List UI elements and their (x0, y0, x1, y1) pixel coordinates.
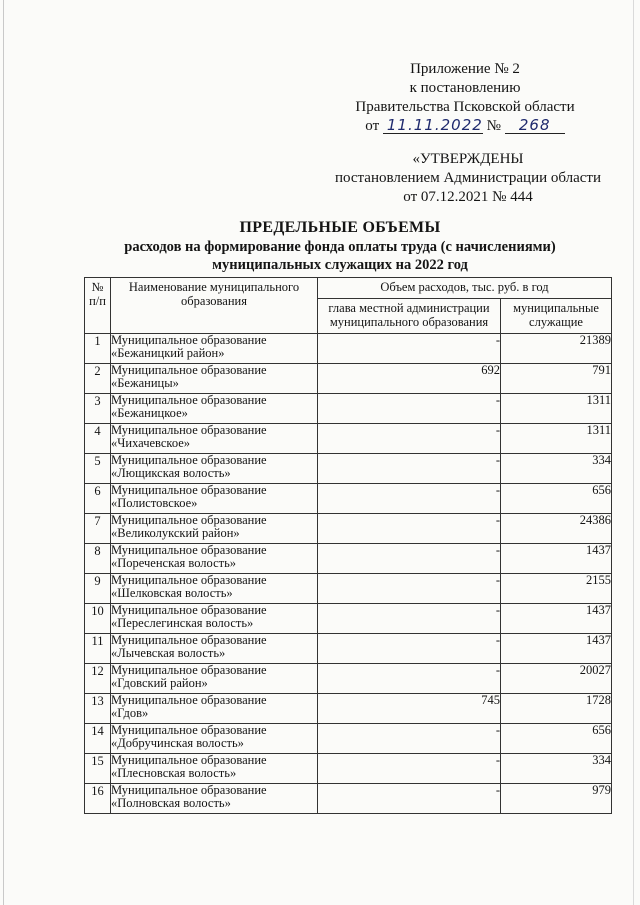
row-number: 12 (85, 664, 111, 694)
appendix-block (340, 60, 590, 136)
row-name (111, 334, 318, 364)
table-row (85, 754, 612, 784)
title-line-2: расходов на формирование фонда оплаты труда (с начислениями) (124, 239, 556, 255)
number-label: № (486, 118, 501, 134)
row-head-value: - (318, 604, 501, 634)
row-head-value: - (318, 574, 501, 604)
header-num: № п/п (85, 278, 111, 334)
approved-block (318, 150, 618, 207)
row-name-line-1: Муниципальное образование (111, 543, 267, 557)
row-name-line-2: «Полновская волость» (111, 796, 231, 810)
table-row (85, 604, 612, 634)
row-head-value: - (318, 394, 501, 424)
row-head-value: - (318, 424, 501, 454)
row-name (111, 544, 318, 574)
row-municipal-value: 979 (501, 784, 612, 814)
row-name (111, 394, 318, 424)
row-name-line-2: «Шелковская волость» (111, 586, 233, 600)
approved-line-2: постановлением Администрации области (334, 170, 602, 186)
row-municipal-value: 2155 (501, 574, 612, 604)
row-head-value: 692 (318, 364, 501, 394)
row-name-line-1: Муниципальное образование (111, 393, 267, 407)
table-row (85, 784, 612, 814)
row-municipal-value: 1728 (501, 694, 612, 724)
row-name (111, 634, 318, 664)
scan-edge-left (3, 0, 4, 905)
row-number: 13 (85, 694, 111, 724)
row-municipal-value: 656 (501, 724, 612, 754)
decree-date-line (340, 117, 590, 136)
row-name-line-2: «Бежаницы» (111, 376, 179, 390)
row-head-value: - (318, 484, 501, 514)
row-head-value: - (318, 634, 501, 664)
row-name-line-2: «Бежаницкий район» (111, 346, 225, 360)
row-name (111, 664, 318, 694)
row-name (111, 424, 318, 454)
header-head: глава местной администрации муниципального образования (318, 299, 501, 334)
row-municipal-value: 334 (501, 754, 612, 784)
appendix-title: Приложение № 2 (410, 61, 520, 77)
row-number: 6 (85, 484, 111, 514)
row-number: 9 (85, 574, 111, 604)
row-head-value: - (318, 784, 501, 814)
row-name-line-2: «Лычевская волость» (111, 646, 226, 660)
row-name-line-2: «Бежаницкое» (111, 406, 188, 420)
row-number: 10 (85, 604, 111, 634)
row-municipal-value: 1437 (501, 544, 612, 574)
row-name-line-1: Муниципальное образование (111, 423, 267, 437)
document-title (90, 218, 590, 274)
row-name-line-1: Муниципальное образование (111, 633, 267, 647)
row-name (111, 454, 318, 484)
row-name-line-1: Муниципальное образование (111, 573, 267, 587)
expenses-table (84, 277, 612, 814)
header-expenses: Объем расходов, тыс. руб. в год (318, 278, 612, 299)
table-row (85, 364, 612, 394)
row-name-line-1: Муниципальное образование (111, 483, 267, 497)
handwritten-date: 11.11.2022 (383, 117, 483, 134)
row-name-line-2: «Великолукский район» (111, 526, 240, 540)
header-municipal: муниципальные служащие (501, 299, 612, 334)
row-number: 2 (85, 364, 111, 394)
row-municipal-value: 1311 (501, 394, 612, 424)
row-name-line-1: Муниципальное образование (111, 363, 267, 377)
row-head-value: - (318, 334, 501, 364)
row-number: 16 (85, 784, 111, 814)
row-name-line-1: Муниципальное образование (111, 723, 267, 737)
row-head-value: - (318, 664, 501, 694)
header-name: Наименование муниципального образования (111, 278, 318, 334)
row-name-line-1: Муниципальное образование (111, 453, 267, 467)
row-name (111, 364, 318, 394)
table-row (85, 454, 612, 484)
row-name (111, 574, 318, 604)
table-row (85, 724, 612, 754)
from-label: от (365, 118, 380, 134)
row-head-value: - (318, 514, 501, 544)
table-row (85, 514, 612, 544)
row-municipal-value: 24386 (501, 514, 612, 544)
row-number: 11 (85, 634, 111, 664)
row-name-line-2: «Переслегинская волость» (111, 616, 254, 630)
row-name-line-2: «Добручинская волость» (111, 736, 244, 750)
row-name-line-1: Муниципальное образование (111, 663, 267, 677)
row-name-line-2: «Гдовский район» (111, 676, 208, 690)
approved-line-1: «УТВЕРЖДЕНЫ (412, 151, 524, 167)
table-row (85, 394, 612, 424)
row-municipal-value: 334 (501, 454, 612, 484)
row-number: 1 (85, 334, 111, 364)
row-municipal-value: 20027 (501, 664, 612, 694)
row-head-value: - (318, 754, 501, 784)
row-municipal-value: 1437 (501, 634, 612, 664)
table-row (85, 634, 612, 664)
row-name-line-1: Муниципальное образование (111, 513, 267, 527)
appendix-ref: к постановлению (409, 80, 521, 96)
row-municipal-value: 1437 (501, 604, 612, 634)
table-row (85, 544, 612, 574)
table-row (85, 694, 612, 724)
row-municipal-value: 1311 (501, 424, 612, 454)
row-number: 8 (85, 544, 111, 574)
row-name (111, 724, 318, 754)
row-municipal-value: 791 (501, 364, 612, 394)
row-name-line-1: Муниципальное образование (111, 693, 267, 707)
row-head-value: - (318, 544, 501, 574)
row-name-line-1: Муниципальное образование (111, 783, 267, 797)
row-head-value: - (318, 454, 501, 484)
row-name (111, 754, 318, 784)
row-municipal-value: 656 (501, 484, 612, 514)
approved-line-3: от 07.12.2021 № 444 (403, 189, 533, 205)
table-row (85, 484, 612, 514)
row-name (111, 784, 318, 814)
row-name-line-1: Муниципальное образование (111, 603, 267, 617)
row-number: 3 (85, 394, 111, 424)
table-row (85, 424, 612, 454)
table-row (85, 574, 612, 604)
appendix-issuer: Правительства Псковской области (355, 99, 575, 115)
row-name-line-1: Муниципальное образование (111, 333, 267, 347)
row-number: 7 (85, 514, 111, 544)
row-head-value: - (318, 724, 501, 754)
row-municipal-value: 21389 (501, 334, 612, 364)
row-name (111, 514, 318, 544)
row-name-line-2: «Гдов» (111, 706, 149, 720)
row-name-line-1: Муниципальное образование (111, 753, 267, 767)
scan-edge-right (633, 0, 634, 905)
row-name-line-2: «Плесновская волость» (111, 766, 237, 780)
row-number: 15 (85, 754, 111, 784)
title-line-1: ПРЕДЕЛЬНЫЕ ОБЪЕМЫ (239, 219, 441, 236)
row-number: 14 (85, 724, 111, 754)
row-name-line-2: «Полистовское» (111, 496, 198, 510)
row-name-line-2: «Лющикская волость» (111, 466, 231, 480)
row-name (111, 484, 318, 514)
row-number: 4 (85, 424, 111, 454)
table-row (85, 664, 612, 694)
row-head-value: 745 (318, 694, 501, 724)
handwritten-number: 268 (505, 117, 565, 134)
row-name (111, 604, 318, 634)
row-name-line-2: «Чихачевское» (111, 436, 191, 450)
row-name (111, 694, 318, 724)
row-name-line-2: «Пореченская волость» (111, 556, 237, 570)
title-line-3: муниципальных служащих на 2022 год (212, 257, 468, 273)
table-row (85, 334, 612, 364)
row-number: 5 (85, 454, 111, 484)
